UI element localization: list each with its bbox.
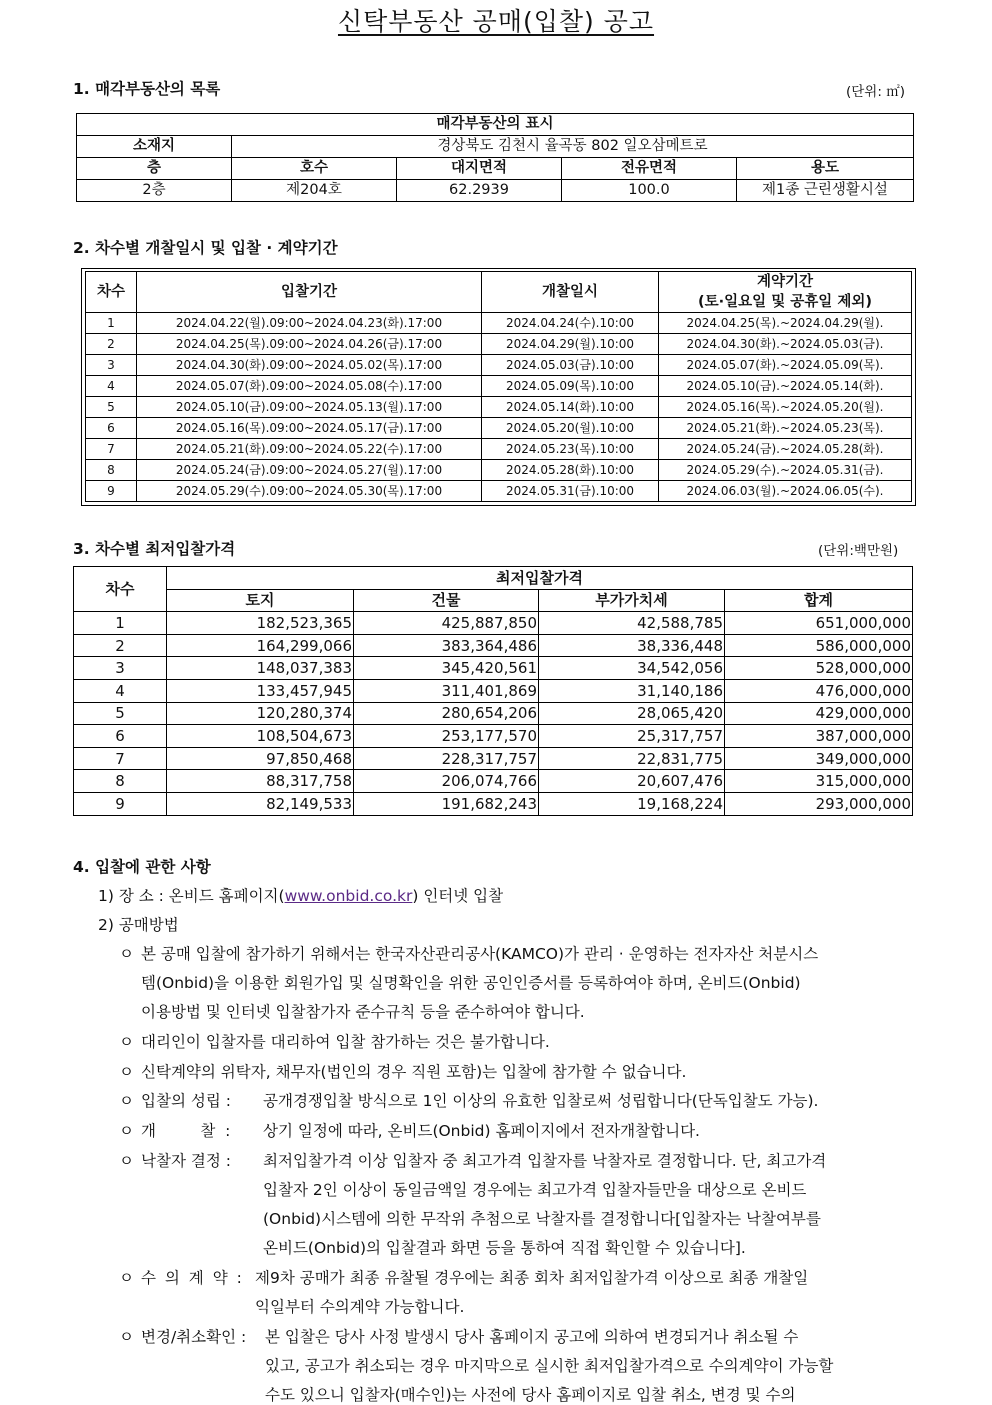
cell-bid-period: 2024.05.21(화).09:00~2024.05.22(수).17:00: [137, 439, 482, 460]
cell-round: 2: [74, 634, 167, 657]
header-round: 차수: [86, 272, 137, 313]
table-row: [74, 792, 913, 815]
header-exclusive-area: 전유면적: [562, 158, 737, 180]
cell-vat: 19,168,224: [539, 792, 725, 815]
cell-bid-period: 2024.05.24(금).09:00~2024.05.27(월).17:00: [137, 460, 482, 481]
cell-opening-date: 2024.05.03(금).10:00: [482, 355, 659, 376]
cell-round: 2: [86, 334, 137, 355]
cell-building: 280,654,206: [354, 702, 539, 725]
cell-land: 182,523,365: [167, 612, 354, 635]
bullet8-line2: 있고, 공고가 취소되는 경우 마지막으로 실시한 최저입찰가격으로 수의계약이 가능할: [265, 1357, 834, 1375]
table-row: [74, 657, 913, 680]
contract-period-label: 계약기간: [756, 274, 814, 290]
bullet-marker: ㅇ: [119, 1152, 134, 1170]
cell-total: 651,000,000: [725, 612, 913, 635]
table-row: [86, 313, 912, 334]
cell-opening-date: 2024.04.24(수).10:00: [482, 313, 659, 334]
header-floor: 층: [77, 158, 232, 180]
cell-land: 133,457,945: [167, 679, 354, 702]
cell-vat: 38,336,448: [539, 634, 725, 657]
location-value: 경상북도 김천시 율곡동 802 일오삼메트로: [232, 136, 914, 158]
table-row: [74, 725, 913, 748]
cell-bid-period: 2024.04.25(목).09:00~2024.04.26(금).17:00: [137, 334, 482, 355]
item-location: [98, 884, 503, 906]
cell-total: 293,000,000: [725, 792, 913, 815]
cell-vat: 25,317,757: [539, 725, 725, 748]
section2-heading: 2. 차수별 개찰일시 및 입찰 · 계약기간: [73, 239, 338, 257]
bullet7-label: 수 의 계 약 :: [141, 1269, 244, 1287]
bullet5-label: 개 찰 :: [141, 1122, 231, 1140]
bullet7-line1: 제9차 공매가 최종 유찰될 경우에는 최종 회차 최저입찰가격 이상으로 최종 개찰일: [255, 1269, 809, 1287]
schedule-table: [85, 271, 912, 502]
cell-contract-period: 2024.04.25(목).~2024.04.29(월).: [659, 313, 912, 334]
cell-bid-period: 2024.04.30(화).09:00~2024.05.02(목).17:00: [137, 355, 482, 376]
cell-land: 88,317,758: [167, 770, 354, 793]
cell-opening-date: 2024.05.28(화).10:00: [482, 460, 659, 481]
cell-vat: 42,588,785: [539, 612, 725, 635]
cell-round: 7: [86, 439, 137, 460]
cell-round: 6: [86, 418, 137, 439]
cell-contract-period: 2024.05.07(화).~2024.05.09(목).: [659, 355, 912, 376]
cell-round: 9: [86, 481, 137, 502]
section1-unit: (단위: ㎡): [846, 84, 905, 100]
onbid-link[interactable]: www.onbid.co.kr: [284, 887, 413, 905]
table-row: [74, 612, 913, 635]
contract-period-note: (토·일요일 및 공휴일 제외): [698, 294, 872, 310]
header-usage: 용도: [737, 158, 914, 180]
bullet8-line3: 수도 있으니 입찰자(매수인)는 사전에 당사 홈페이지로 입찰 취소, 변경 및 수의: [265, 1386, 796, 1404]
cell-round: 4: [74, 679, 167, 702]
price-table: [73, 566, 913, 816]
bullet-marker: ㅇ: [119, 1269, 134, 1287]
header-opening-date: 개찰일시: [482, 272, 659, 313]
cell-round: 5: [86, 397, 137, 418]
cell-building: 228,317,757: [354, 747, 539, 770]
table-row: [86, 397, 912, 418]
cell-contract-period: 2024.06.03(월).~2024.06.05(수).: [659, 481, 912, 502]
cell-building: 206,074,766: [354, 770, 539, 793]
cell-total: 586,000,000: [725, 634, 913, 657]
bullet4-label: 입찰의 성립 :: [141, 1092, 231, 1110]
section3-heading: 3. 차수별 최저입찰가격: [73, 540, 236, 558]
bullet-marker: ㅇ: [119, 1328, 134, 1346]
header-land: 토지: [167, 589, 354, 612]
cell-vat: 22,831,775: [539, 747, 725, 770]
cell-bid-period: 2024.05.16(목).09:00~2024.05.17(금).17:00: [137, 418, 482, 439]
bullet8-line1: 본 입찰은 당사 사정 발생시 당사 홈페이지 공고에 의하여 변경되거나 취소될 수: [265, 1328, 799, 1346]
cell-contract-period: 2024.05.16(목).~2024.05.20(월).: [659, 397, 912, 418]
cell-round: 7: [74, 747, 167, 770]
cell-building: 425,887,850: [354, 612, 539, 635]
cell-total: 315,000,000: [725, 770, 913, 793]
cell-opening-date: 2024.05.23(목).10:00: [482, 439, 659, 460]
item-location-suffix: ) 인터넷 입찰: [412, 887, 504, 905]
cell-round: 4: [86, 376, 137, 397]
cell-contract-period: 2024.05.21(화).~2024.05.23(목).: [659, 418, 912, 439]
cell-contract-period: 2024.04.30(화).~2024.05.03(금).: [659, 334, 912, 355]
cell-building: 345,420,561: [354, 657, 539, 680]
cell-opening-date: 2024.04.29(월).10:00: [482, 334, 659, 355]
cell-opening-date: 2024.05.09(목).10:00: [482, 376, 659, 397]
bullet1-line3: 이용방법 및 인터넷 입찰참가자 준수규칙 등을 준수하여야 합니다.: [141, 1003, 585, 1021]
table-row: [74, 702, 913, 725]
cell-opening-date: 2024.05.31(금).10:00: [482, 481, 659, 502]
bullet1-line1: 본 공매 입찰에 참가하기 위해서는 한국자산관리공사(KAMCO)가 관리 · 운영하는 전자자산 처분시스: [141, 945, 819, 963]
page-title: 신탁부동산 공매(입찰) 공고: [337, 7, 655, 36]
cell-vat: 34,542,056: [539, 657, 725, 680]
cell-round: 1: [86, 313, 137, 334]
location-label: 소재지: [77, 136, 232, 158]
cell-land: 97,850,468: [167, 747, 354, 770]
header-land-area: 대지면적: [397, 158, 562, 180]
header-bid-period: 입찰기간: [137, 272, 482, 313]
cell-round: 3: [74, 657, 167, 680]
cell-exclusive-area: 100.0: [562, 180, 737, 202]
bullet6-label: 낙찰자 결정 :: [141, 1152, 231, 1170]
header-min-price: 최저입찰가격: [167, 567, 913, 590]
cell-land-area: 62.2939: [397, 180, 562, 202]
cell-usage: 제1종 근린생활시설: [737, 180, 914, 202]
table-row: [74, 770, 913, 793]
cell-land: 164,299,066: [167, 634, 354, 657]
bullet6-line1: 최저입찰가격 이상 입찰자 중 최고가격 입찰자를 낙찰자로 결정합니다. 단, 최고가격: [263, 1152, 827, 1170]
cell-floor: 2층: [77, 180, 232, 202]
cell-land: 108,504,673: [167, 725, 354, 748]
bullet-marker: ㅇ: [119, 1092, 134, 1110]
cell-round: 8: [74, 770, 167, 793]
bullet5-text: 상기 일정에 따라, 온비드(Onbid) 홈페이지에서 전자개찰합니다.: [263, 1122, 700, 1140]
cell-building: 383,364,486: [354, 634, 539, 657]
cell-contract-period: 2024.05.24(금).~2024.05.28(화).: [659, 439, 912, 460]
table-row: [86, 418, 912, 439]
bullet7-line2: 익일부터 수의계약 가능합니다.: [255, 1298, 465, 1316]
header-building: 건물: [354, 589, 539, 612]
bullet4-text: 공개경쟁입찰 방식으로 1인 이상의 유효한 입찰로써 성립합니다(단독입찰도 가능).: [263, 1092, 819, 1110]
property-table-title: 매각부동산의 표시: [77, 114, 914, 136]
cell-unit-no: 제204호: [232, 180, 397, 202]
cell-total: 387,000,000: [725, 725, 913, 748]
bullet6-line4: 온비드(Onbid)의 입찰결과 화면 등을 통하여 직접 확인할 수 있습니다].: [263, 1239, 746, 1257]
header-total: 합계: [725, 589, 913, 612]
property-table: [76, 113, 914, 202]
item-method: 2) 공매방법: [98, 916, 179, 934]
cell-opening-date: 2024.05.14(화).10:00: [482, 397, 659, 418]
cell-round: 8: [86, 460, 137, 481]
section3-unit: (단위:백만원): [818, 543, 899, 559]
table-row: [86, 355, 912, 376]
cell-building: 311,401,869: [354, 679, 539, 702]
header-vat: 부가가치세: [539, 589, 725, 612]
table-row: [86, 481, 912, 502]
section4-heading: 4. 입찰에 관한 사항: [73, 858, 211, 876]
cell-building: 191,682,243: [354, 792, 539, 815]
table-row: [74, 634, 913, 657]
cell-contract-period: 2024.05.10(금).~2024.05.14(화).: [659, 376, 912, 397]
table-row: [74, 679, 913, 702]
cell-round: 5: [74, 702, 167, 725]
cell-bid-period: 2024.05.07(화).09:00~2024.05.08(수).17:00: [137, 376, 482, 397]
cell-round: 1: [74, 612, 167, 635]
cell-land: 148,037,383: [167, 657, 354, 680]
bullet-marker: ㅇ: [119, 945, 134, 963]
cell-bid-period: 2024.04.22(월).09:00~2024.04.23(화).17:00: [137, 313, 482, 334]
cell-total: 349,000,000: [725, 747, 913, 770]
bullet3: 신탁계약의 위탁자, 채무자(법인의 경우 직원 포함)는 입찰에 참가할 수 없습니다.: [141, 1063, 687, 1081]
bullet8-label: 변경/취소확인 :: [141, 1328, 247, 1346]
bullet-marker: ㅇ: [119, 1063, 134, 1081]
bullet6-line3: (Onbid)시스템에 의한 무작위 추첨으로 낙찰자를 결정합니다[입찰자는 낙찰여부를: [263, 1210, 821, 1228]
header-contract-period: [659, 272, 912, 313]
bullet6-line2: 입찰자 2인 이상이 동일금액일 경우에는 최고가격 입찰자들만을 대상으로 온비드: [263, 1181, 807, 1199]
table-row: [86, 460, 912, 481]
bullet-marker: ㅇ: [119, 1033, 134, 1051]
table-row: [86, 439, 912, 460]
bullet1-line2: 템(Onbid)을 이용한 회원가입 및 실명확인을 위한 공인인증서를 등록하여야 하며, 온비드(Onbid): [141, 974, 801, 992]
cell-total: 528,000,000: [725, 657, 913, 680]
cell-round: 6: [74, 725, 167, 748]
cell-total: 429,000,000: [725, 702, 913, 725]
cell-contract-period: 2024.05.29(수).~2024.05.31(금).: [659, 460, 912, 481]
table-row: [86, 376, 912, 397]
section1-heading: 1. 매각부동산의 목록: [73, 80, 221, 98]
cell-vat: 31,140,186: [539, 679, 725, 702]
cell-bid-period: 2024.05.29(수).09:00~2024.05.30(목).17:00: [137, 481, 482, 502]
bullet-marker: ㅇ: [119, 1122, 134, 1140]
cell-land: 82,149,533: [167, 792, 354, 815]
header-unit-no: 호수: [232, 158, 397, 180]
cell-bid-period: 2024.05.10(금).09:00~2024.05.13(월).17:00: [137, 397, 482, 418]
cell-building: 253,177,570: [354, 725, 539, 748]
table-row: [74, 747, 913, 770]
item-location-prefix: 1) 장 소 : 온비드 홈페이지(: [98, 887, 285, 905]
cell-total: 476,000,000: [725, 679, 913, 702]
cell-round: 3: [86, 355, 137, 376]
table-row: [86, 334, 912, 355]
header-round: 차수: [74, 567, 167, 612]
cell-vat: 20,607,476: [539, 770, 725, 793]
bullet2: 대리인이 입찰자를 대리하여 입찰 참가하는 것은 불가합니다.: [141, 1033, 550, 1051]
cell-land: 120,280,374: [167, 702, 354, 725]
cell-vat: 28,065,420: [539, 702, 725, 725]
cell-opening-date: 2024.05.20(월).10:00: [482, 418, 659, 439]
cell-round: 9: [74, 792, 167, 815]
